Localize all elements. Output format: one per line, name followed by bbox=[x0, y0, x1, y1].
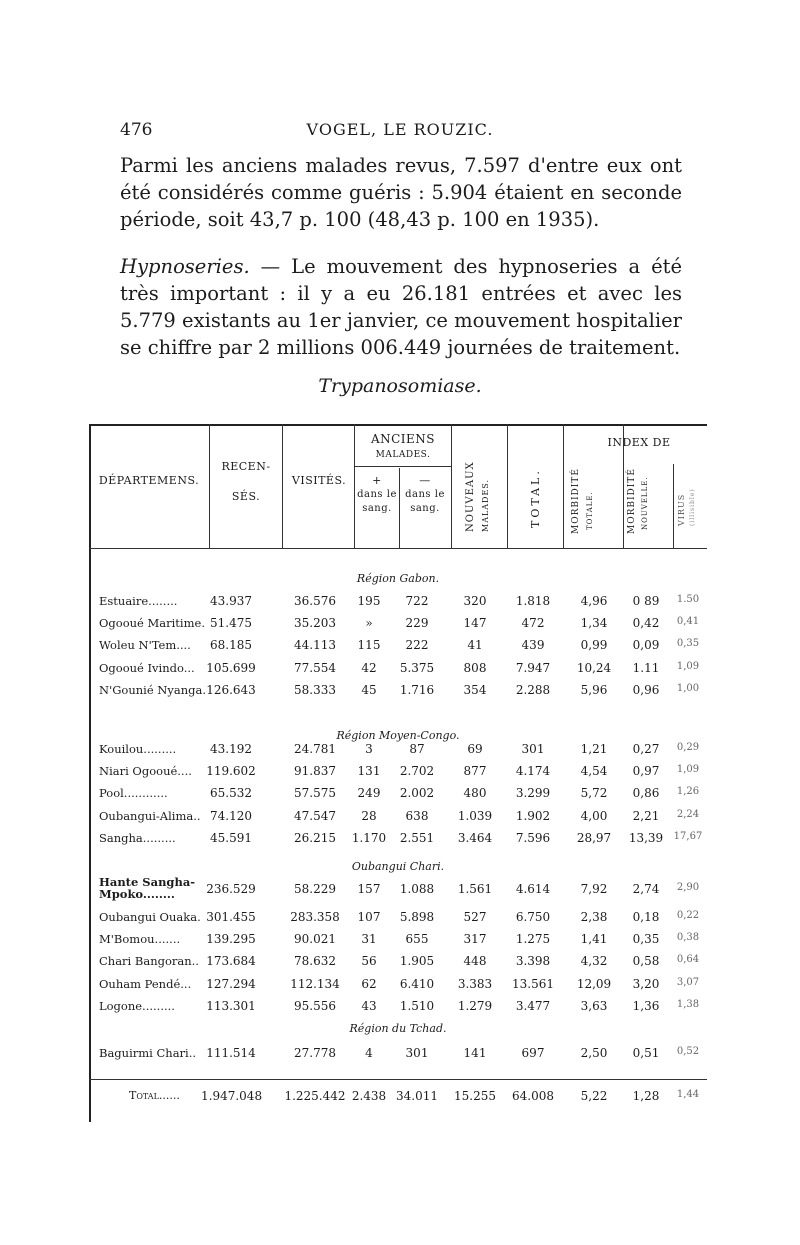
cell-morbidite-nouvelle: 0,18 bbox=[632, 910, 660, 924]
region-heading: Région Gabon. bbox=[356, 572, 440, 585]
cell-departement: Pool............ bbox=[99, 786, 168, 801]
cell-virus: 1,00 bbox=[676, 682, 700, 694]
cell-virus: 0,29 bbox=[676, 742, 700, 753]
header-malades: MALADES. bbox=[375, 450, 431, 460]
cell-departement: Sangha......... bbox=[99, 830, 176, 845]
cell-departement: Hante Sangha-Mpoko........ bbox=[99, 875, 196, 901]
table-row bbox=[89, 594, 707, 616]
table-row bbox=[89, 661, 707, 683]
cell-anciens-plus: 45 bbox=[361, 682, 377, 697]
cell-morbidite-totale: 10,24 bbox=[576, 660, 612, 675]
cell-morbidite-totale: 0,99 bbox=[580, 638, 608, 653]
total-row bbox=[89, 1089, 707, 1111]
table-row bbox=[89, 786, 707, 808]
cell-total: 7.596 bbox=[515, 830, 551, 845]
cell-recensees: 45.591 bbox=[210, 830, 252, 845]
cell-morbidite-nouvelle: 2,74 bbox=[632, 882, 660, 896]
cell-morbidite-totale: 12,09 bbox=[576, 976, 612, 991]
table-row bbox=[89, 638, 707, 660]
cell-anciens-plus: 195 bbox=[357, 594, 381, 608]
cell-recensees: 74.120 bbox=[210, 808, 252, 823]
header-morbidite-totale-2: TOTALE. bbox=[586, 491, 594, 530]
cell-departement: Kouilou......... bbox=[99, 742, 177, 756]
cell-visites: 78.632 bbox=[294, 954, 336, 969]
cell-total: 1.818 bbox=[515, 594, 551, 608]
cell-recensees: 43.937 bbox=[210, 594, 252, 608]
cell-visites: 58.229 bbox=[294, 882, 336, 896]
col-divider bbox=[673, 464, 674, 548]
cell-recensees: 236.529 bbox=[206, 882, 256, 896]
header-morbidite-nouvelle: MORBIDITÉ bbox=[627, 468, 637, 534]
cell-nouveaux: 448 bbox=[463, 954, 487, 969]
header-total: TOTAL. bbox=[529, 468, 542, 528]
header-minus: — bbox=[419, 474, 431, 487]
cell-morbidite-nouvelle: 0 89 bbox=[632, 594, 660, 608]
col-divider bbox=[563, 424, 564, 548]
cell-visites: 283.358 bbox=[290, 910, 340, 924]
cell-anciens-plus: 157 bbox=[357, 882, 381, 896]
cell-virus: 0,35 bbox=[676, 638, 700, 650]
table-row bbox=[89, 1046, 707, 1068]
cell-nouveaux: 69 bbox=[467, 742, 483, 756]
cell-nouveaux: 1.039 bbox=[457, 808, 493, 823]
table-row bbox=[89, 932, 707, 954]
cell-nouveaux: 3.383 bbox=[457, 976, 493, 991]
cell-anciens-minus: 1.905 bbox=[399, 954, 435, 969]
region-heading: Oubangui Chari. bbox=[351, 860, 445, 873]
cell-total: 4.614 bbox=[515, 882, 551, 896]
cell-departement: Chari Bangoran.. bbox=[99, 954, 199, 969]
header-index: INDEX DE bbox=[607, 436, 671, 449]
cell-total: 3.398 bbox=[515, 954, 551, 969]
cell-anciens-plus: 31 bbox=[361, 932, 377, 947]
cell-total: 301 bbox=[521, 742, 545, 756]
cell-anciens-minus: 638 bbox=[405, 808, 429, 823]
cell-nouveaux: 877 bbox=[463, 764, 487, 779]
cell-recensees: 139.295 bbox=[206, 932, 256, 947]
trypanosomiase-table bbox=[89, 424, 707, 1124]
cell-nouveaux: 1.561 bbox=[457, 882, 493, 896]
cell-anciens-plus: 1.170 bbox=[351, 830, 387, 845]
cell-virus: 1,38 bbox=[676, 998, 700, 1010]
cell-anciens-plus: 249 bbox=[357, 786, 381, 801]
cell-virus: 2,90 bbox=[676, 882, 700, 893]
cell-departement: Logone......... bbox=[99, 998, 175, 1013]
cell-departement: Baguirmi Chari.. bbox=[99, 1046, 197, 1060]
cell-recensees: 126.643 bbox=[206, 682, 256, 697]
cell-anciens-minus: 87 bbox=[409, 742, 425, 756]
cell-total: 7.947 bbox=[515, 660, 551, 675]
header-bottom-rule bbox=[89, 548, 707, 549]
cell-virus: 0,41 bbox=[676, 616, 700, 628]
cell-morbidite-totale: 4,32 bbox=[580, 954, 608, 969]
cell-anciens-plus: 28 bbox=[361, 808, 377, 823]
header-virus: VIRUS bbox=[677, 493, 686, 526]
total-morbidite-nouvelle: 1,28 bbox=[632, 1089, 660, 1103]
cell-visites: 24.781 bbox=[294, 742, 336, 756]
cell-nouveaux: 480 bbox=[463, 786, 487, 801]
cell-anciens-minus: 2.702 bbox=[399, 764, 435, 779]
header-nouveaux-2: MALADES. bbox=[481, 478, 490, 532]
cell-virus: 1,26 bbox=[676, 786, 700, 798]
cell-nouveaux: 141 bbox=[463, 1046, 487, 1060]
header-anciens: ANCIENS bbox=[370, 432, 436, 446]
cell-visites: 57.575 bbox=[294, 786, 336, 801]
cell-virus: 1.50 bbox=[676, 594, 700, 605]
cell-visites: 112.134 bbox=[290, 976, 340, 991]
total-rule bbox=[89, 1079, 707, 1080]
cell-total: 697 bbox=[521, 1046, 545, 1060]
cell-recensees: 43.192 bbox=[210, 742, 252, 756]
cell-total: 1.275 bbox=[515, 932, 551, 947]
cell-anciens-minus: 229 bbox=[405, 616, 429, 631]
cell-visites: 77.554 bbox=[294, 660, 336, 675]
page-header bbox=[120, 120, 680, 144]
cell-total: 2.288 bbox=[515, 682, 551, 697]
page-number: 476 bbox=[120, 120, 153, 140]
cell-anciens-minus: 722 bbox=[405, 594, 429, 608]
cell-visites: 35.203 bbox=[294, 616, 336, 631]
cell-anciens-plus: 107 bbox=[357, 910, 381, 924]
cell-morbidite-nouvelle: 0,51 bbox=[632, 1046, 660, 1060]
cell-total: 3.299 bbox=[515, 786, 551, 801]
cell-morbidite-totale: 1,41 bbox=[580, 932, 608, 947]
cell-morbidite-totale: 1,34 bbox=[580, 616, 608, 631]
header-morbidite-nouvelle-2: NOUVELLE. bbox=[641, 476, 649, 530]
cell-nouveaux: 41 bbox=[467, 638, 483, 653]
cell-virus: 17,67 bbox=[673, 830, 703, 842]
cell-anciens-plus: 4 bbox=[365, 1046, 373, 1060]
cell-visites: 58.333 bbox=[294, 682, 336, 697]
cell-virus: 0,52 bbox=[676, 1046, 700, 1057]
cell-total: 13.561 bbox=[512, 976, 554, 991]
cell-anciens-plus: » bbox=[365, 616, 373, 631]
cell-visites: 36.576 bbox=[294, 594, 336, 608]
cell-morbidite-nouvelle: 0,35 bbox=[632, 932, 660, 947]
header-plus-sub: dans le sang. bbox=[357, 489, 397, 514]
cell-anciens-plus: 56 bbox=[361, 954, 377, 969]
cell-recensees: 65.532 bbox=[210, 786, 252, 801]
cell-departement: Niari Ogooué.... bbox=[99, 764, 192, 779]
cell-recensees: 68.185 bbox=[210, 638, 252, 653]
cell-virus: 0,22 bbox=[676, 910, 700, 921]
cell-morbidite-totale: 4,00 bbox=[580, 808, 608, 823]
cell-anciens-minus: 5.375 bbox=[399, 660, 435, 675]
cell-morbidite-totale: 1,21 bbox=[580, 742, 608, 756]
cell-total: 4.174 bbox=[515, 764, 551, 779]
col-divider bbox=[209, 424, 210, 548]
total-nouveaux: 15.255 bbox=[454, 1089, 496, 1103]
cell-virus: 1,09 bbox=[676, 764, 700, 776]
total-anciens-minus: 34.011 bbox=[396, 1089, 438, 1103]
cell-virus: 2,24 bbox=[676, 808, 700, 820]
col-divider bbox=[451, 424, 452, 548]
header-visites: VISITÉS. bbox=[291, 474, 347, 487]
cell-morbidite-nouvelle: 1,36 bbox=[632, 998, 660, 1013]
table-row bbox=[89, 831, 707, 853]
cell-departement: N'Gounié Nyanga. bbox=[99, 682, 206, 697]
table-row bbox=[89, 977, 707, 999]
cell-recensees: 51.475 bbox=[210, 616, 252, 631]
cell-virus: 1,09 bbox=[676, 660, 700, 672]
cell-anciens-plus: 3 bbox=[365, 742, 373, 756]
table-row bbox=[89, 683, 707, 705]
cell-nouveaux: 1.279 bbox=[457, 998, 493, 1013]
header-morbidite-totale: MORBIDITÉ bbox=[571, 468, 581, 534]
cell-anciens-plus: 43 bbox=[361, 998, 377, 1013]
table-row bbox=[89, 764, 707, 786]
cell-total: 3.477 bbox=[515, 998, 551, 1013]
total-recensees: 1.947.048 bbox=[201, 1089, 263, 1103]
cell-morbidite-totale: 4,54 bbox=[580, 764, 608, 779]
cell-morbidite-nouvelle: 1.11 bbox=[632, 660, 660, 675]
running-head: VOGEL, LE ROUZIC. bbox=[306, 120, 494, 139]
table-row bbox=[89, 910, 707, 932]
cell-morbidite-totale: 7,92 bbox=[580, 882, 608, 896]
cell-anciens-plus: 42 bbox=[361, 660, 377, 675]
cell-nouveaux: 3.464 bbox=[457, 830, 493, 845]
cell-morbidite-nouvelle: 2,21 bbox=[632, 808, 660, 823]
cell-anciens-minus: 6.410 bbox=[399, 976, 435, 991]
cell-nouveaux: 354 bbox=[463, 682, 487, 697]
cell-departement: M'Bomou....... bbox=[99, 932, 181, 947]
header-plus: + bbox=[372, 474, 382, 487]
cell-anciens-plus: 62 bbox=[361, 976, 377, 991]
cell-departement: Oubangui Ouaka. bbox=[99, 910, 201, 924]
cell-anciens-plus: 115 bbox=[357, 638, 381, 653]
header-minus-sub: dans le sang. bbox=[405, 489, 445, 514]
cell-morbidite-nouvelle: 0,42 bbox=[632, 616, 660, 631]
cell-morbidite-totale: 5,72 bbox=[580, 786, 608, 801]
cell-recensees: 173.684 bbox=[206, 954, 256, 969]
cell-anciens-minus: 5.898 bbox=[399, 910, 435, 924]
header-virus-2: (illisible) bbox=[689, 488, 696, 526]
cell-morbidite-totale: 2,38 bbox=[580, 910, 608, 924]
cell-morbidite-totale: 5,96 bbox=[580, 682, 608, 697]
cell-nouveaux: 320 bbox=[463, 594, 487, 608]
cell-total: 439 bbox=[521, 638, 545, 653]
cell-anciens-minus: 2.002 bbox=[399, 786, 435, 801]
cell-total: 6.750 bbox=[515, 910, 551, 924]
cell-morbidite-totale: 3,63 bbox=[580, 998, 608, 1013]
total-virus: 1,44 bbox=[676, 1089, 700, 1100]
table-row bbox=[89, 742, 707, 764]
table-row bbox=[89, 616, 707, 638]
cell-recensees: 127.294 bbox=[206, 976, 256, 991]
cell-anciens-minus: 1.088 bbox=[399, 882, 435, 896]
cell-morbidite-nouvelle: 0,86 bbox=[632, 786, 660, 801]
cell-anciens-minus: 2.551 bbox=[399, 830, 435, 845]
cell-visites: 90.021 bbox=[294, 932, 336, 947]
cell-nouveaux: 808 bbox=[463, 660, 487, 675]
cell-nouveaux: 317 bbox=[463, 932, 487, 947]
anciens-underline bbox=[355, 466, 451, 467]
col-divider bbox=[507, 424, 508, 548]
cell-anciens-minus: 1.510 bbox=[399, 998, 435, 1013]
cell-morbidite-nouvelle: 0,96 bbox=[632, 682, 660, 697]
cell-nouveaux: 147 bbox=[463, 616, 487, 631]
cell-total: 472 bbox=[521, 616, 545, 631]
region-heading: Région du Tchad. bbox=[349, 1022, 447, 1035]
cell-anciens-minus: 301 bbox=[405, 1046, 429, 1060]
cell-visites: 91.837 bbox=[294, 764, 336, 779]
cell-morbidite-nouvelle: 13,39 bbox=[628, 830, 664, 845]
cell-virus: 3,07 bbox=[676, 976, 700, 988]
header-nouveaux: NOUVEAUX bbox=[465, 461, 476, 532]
cell-anciens-minus: 1.716 bbox=[399, 682, 435, 697]
cell-recensees: 119.602 bbox=[206, 764, 256, 779]
cell-visites: 44.113 bbox=[294, 638, 336, 653]
header-departements: DÉPARTEMENS. bbox=[98, 474, 200, 487]
table-row bbox=[89, 809, 707, 831]
header-recensees: RECEN- bbox=[221, 460, 271, 473]
col-divider bbox=[399, 468, 400, 548]
hypnoseries-lead: Hypnoseries. bbox=[120, 255, 250, 278]
total-total: 64.008 bbox=[512, 1089, 554, 1103]
total-visites: 1.225.442 bbox=[284, 1089, 346, 1103]
cell-departement: Ogooué Maritime. bbox=[99, 616, 205, 631]
cell-morbidite-totale: 2,50 bbox=[580, 1046, 608, 1060]
cell-total: 1.902 bbox=[515, 808, 551, 823]
paragraph-hypnoseries bbox=[120, 253, 682, 361]
cell-morbidite-totale: 28,97 bbox=[576, 830, 612, 845]
cell-visites: 26.215 bbox=[294, 830, 336, 845]
hypnoseries-text: — Le mouvement des hypnoseries a été très important : il y a eu 26.181 entrées et avec les 5.779 existants au 1er janvier, ce mouvement hospitalier se chiffre par 2 millions 006.449 journées de traitement. bbox=[120, 255, 682, 359]
cell-recensees: 105.699 bbox=[206, 660, 256, 675]
cell-visites: 47.547 bbox=[294, 808, 336, 823]
cell-morbidite-nouvelle: 0,58 bbox=[632, 954, 660, 969]
table-row bbox=[89, 875, 707, 904]
cell-morbidite-totale: 4,96 bbox=[580, 594, 608, 608]
paragraph-guerisons: Parmi les anciens malades revus, 7.597 d'entre eux ont été considérés comme guéris : 5.904 étaient en seconde période, soit 43,7 p. 100 (48,43 p. 100 en 1935). bbox=[120, 154, 682, 231]
cell-virus: 0,38 bbox=[676, 932, 700, 944]
cell-anciens-plus: 131 bbox=[357, 764, 381, 779]
table-row bbox=[89, 954, 707, 976]
cell-recensees: 113.301 bbox=[206, 998, 256, 1013]
cell-departement: Ouham Pendé... bbox=[99, 976, 192, 991]
table-title: Trypanosomiase. bbox=[318, 375, 482, 397]
cell-morbidite-nouvelle: 3,20 bbox=[632, 976, 660, 991]
table-row bbox=[89, 999, 707, 1021]
cell-departement: Oubangui-Alima.. bbox=[99, 808, 201, 823]
total-morbidite-totale: 5,22 bbox=[580, 1089, 608, 1103]
cell-departement: Woleu N'Tem.... bbox=[99, 638, 191, 653]
header-recensees-2: SÉS. bbox=[231, 490, 261, 503]
cell-morbidite-nouvelle: 0,09 bbox=[632, 638, 660, 653]
cell-visites: 95.556 bbox=[294, 998, 336, 1013]
cell-virus: 0,64 bbox=[676, 954, 700, 966]
cell-recensees: 111.514 bbox=[206, 1046, 256, 1060]
cell-anciens-minus: 222 bbox=[405, 638, 429, 653]
region-heading: Région Moyen-Congo. bbox=[336, 729, 460, 742]
cell-anciens-minus: 655 bbox=[405, 932, 429, 947]
cell-morbidite-nouvelle: 0,27 bbox=[632, 742, 660, 756]
cell-visites: 27.778 bbox=[294, 1046, 336, 1060]
total-departement: Total...... bbox=[129, 1089, 180, 1102]
cell-nouveaux: 527 bbox=[463, 910, 487, 924]
cell-morbidite-nouvelle: 0,97 bbox=[632, 764, 660, 779]
cell-departement: Estuaire........ bbox=[99, 594, 178, 608]
cell-departement: Ogooué Ivindo... bbox=[99, 660, 195, 675]
cell-recensees: 301.455 bbox=[206, 910, 256, 924]
total-anciens-plus: 2.438 bbox=[351, 1089, 387, 1103]
col-divider bbox=[282, 424, 283, 548]
